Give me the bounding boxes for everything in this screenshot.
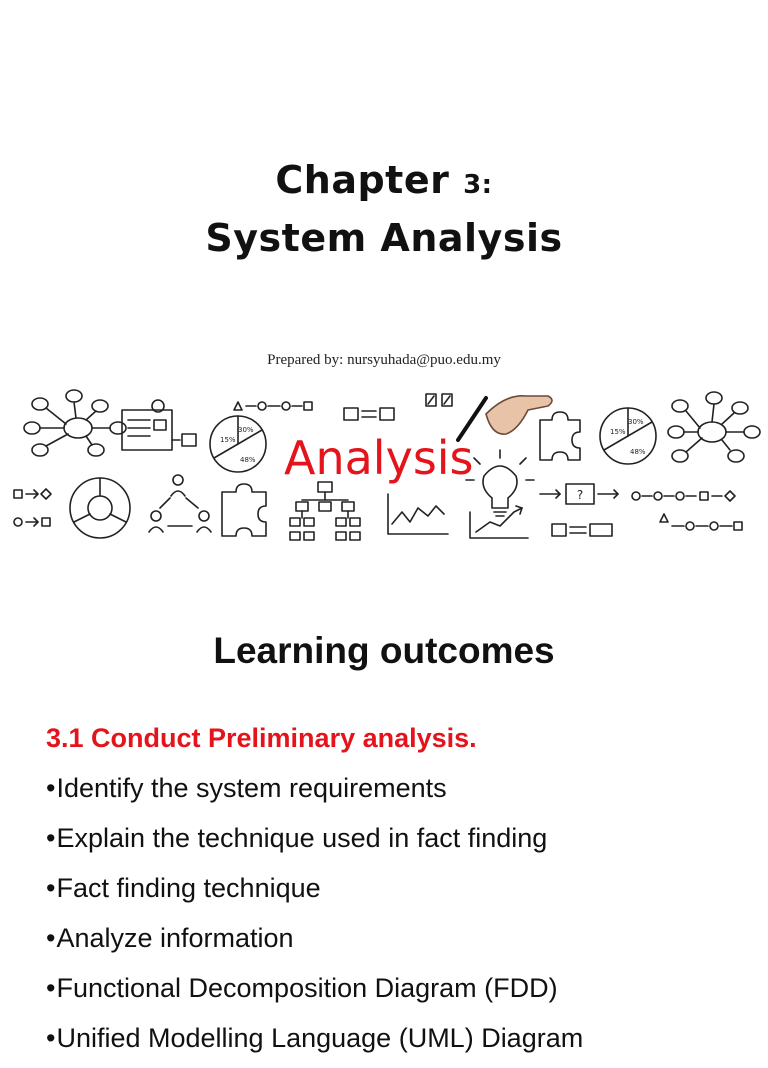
line-chart-icon — [388, 494, 448, 534]
chapter-heading — [0, 158, 768, 202]
flow-arrow-icon — [234, 402, 312, 410]
exchange-icon — [552, 524, 612, 536]
mind-map-icon — [24, 390, 126, 456]
pie-label: 48% — [630, 448, 646, 456]
growth-chart-icon — [470, 506, 528, 538]
chapter-word: Chapter — [275, 158, 450, 202]
document-icon — [122, 400, 196, 450]
puzzle-piece-icon — [222, 484, 266, 536]
flow-arrow-icon — [14, 489, 51, 526]
analysis-banner-illustration — [0, 384, 768, 554]
prepared-by: Prepared by: nursyuhada@puo.edu.my — [267, 352, 501, 368]
org-chart-icon — [290, 482, 360, 540]
pie-label: 15% — [610, 428, 626, 436]
pie-chart-icon — [600, 408, 656, 464]
list-item — [46, 918, 766, 968]
chapter-number: 3: — [463, 170, 493, 200]
list-item-text: Functional Decomposition Diagram (FDD) — [56, 973, 558, 1003]
analysis-word: Analysis — [284, 431, 474, 485]
people-network-icon — [149, 475, 211, 532]
hatched-squares-icon — [426, 394, 452, 406]
bullet-icon: • — [46, 1023, 56, 1053]
list-item — [46, 968, 766, 1018]
list-item — [46, 868, 766, 918]
pie-label: 15% — [220, 436, 236, 444]
list-item — [46, 768, 766, 818]
puzzle-piece-icon — [540, 412, 580, 460]
pie-label: 30% — [238, 426, 254, 434]
section-heading: 3.1 Conduct Preliminary analysis. — [46, 723, 477, 753]
cycle-diagram-icon — [70, 478, 130, 538]
pie-chart-icon — [210, 416, 266, 472]
learning-outcomes-list — [46, 718, 766, 1068]
question-mark-label: ? — [576, 488, 584, 502]
list-item — [46, 818, 766, 868]
pie-label: 48% — [240, 456, 256, 464]
pie-label: 30% — [628, 418, 644, 426]
list-item-text: Explain the technique used in fact finding — [56, 823, 548, 853]
list-item — [46, 1018, 766, 1068]
learning-outcomes-slide — [0, 576, 768, 1053]
bullet-icon: • — [46, 773, 56, 803]
light-bulb-icon — [466, 450, 534, 516]
bullet-icon: • — [46, 873, 56, 903]
bullet-icon: • — [46, 973, 56, 1003]
bullet-icon: • — [46, 823, 56, 853]
bullet-icon: • — [46, 923, 56, 953]
mind-map-icon — [668, 392, 760, 462]
list-item-text: Unified Modelling Language (UML) Diagram — [56, 1023, 584, 1053]
flow-arrow-icon — [632, 491, 742, 530]
slide-title: System Analysis — [205, 216, 563, 260]
list-item-text: Identify the system requirements — [56, 773, 447, 803]
exchange-icon — [344, 408, 394, 420]
learning-outcomes-title: Learning outcomes — [213, 630, 555, 671]
list-item-text: Fact finding technique — [56, 873, 321, 903]
list-item-text: Analyze information — [56, 923, 294, 953]
